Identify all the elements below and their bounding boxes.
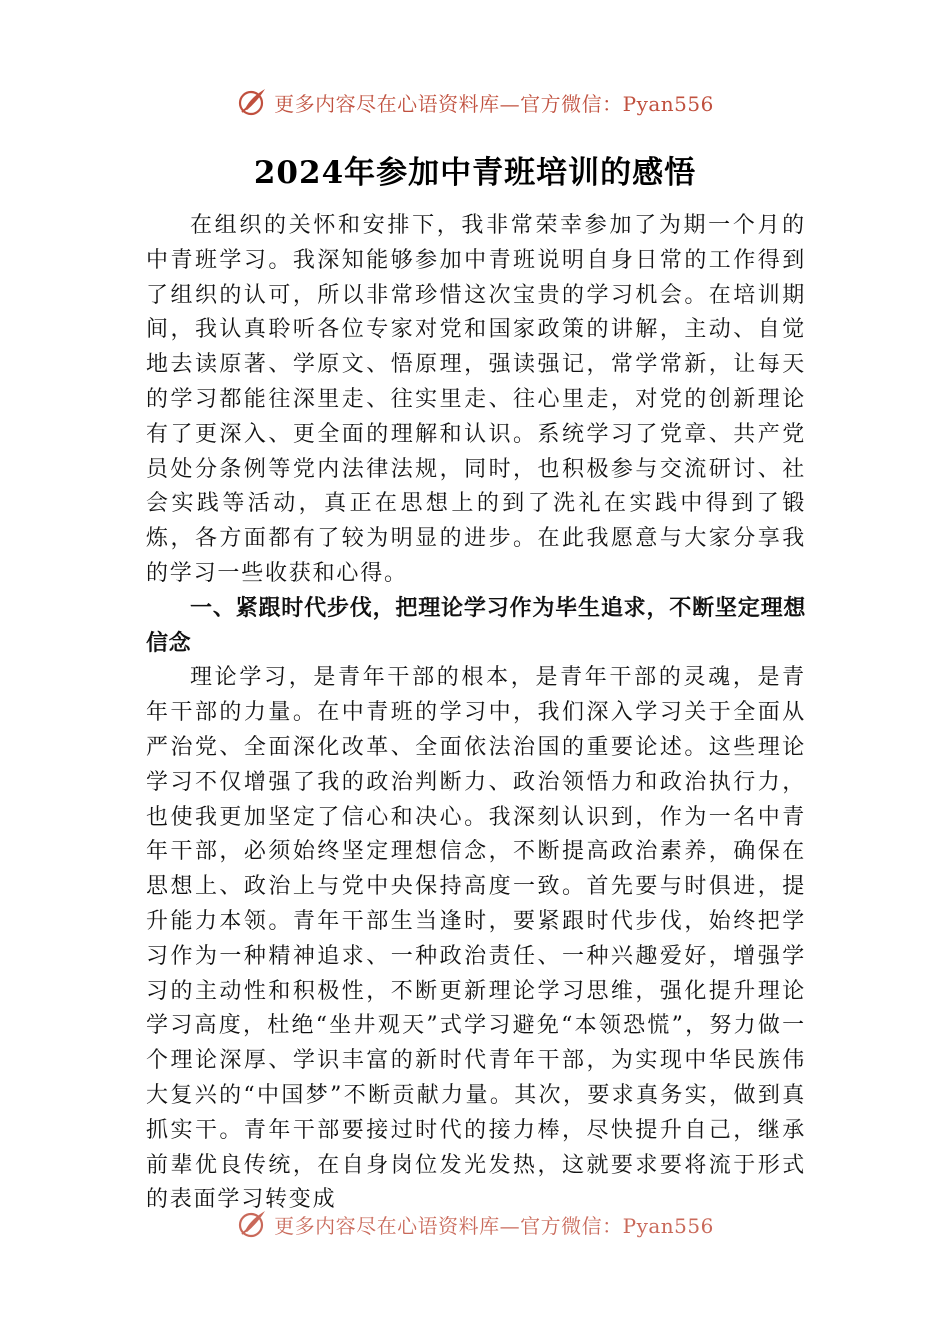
- document-title: 2024年参加中青班培训的感悟: [253, 155, 697, 191]
- section-1-paragraph: 理论学习，是青年干部的根本，是青年干部的灵魂，是青年干部的力量。在中青班的学习中，我们深入学习关于全面从严治党、全面深化改革、全面依法治国的重要论述。这些理论学习不仅增强了我的政治判断力、政治领悟力和政治执行力，也使我更加坚定了信心和决心。我深刻认识到，作为一名中青年干部，必须始终坚定理想信念，不断提高政治素养，确保在思想上、政治上与党中央保持高度一致。首先要与时俱进，提升能力本领。青年干部生当逢时，要紧跟时代步伐，始终把学习作为一种精神追求、一种政治责任、一种兴趣爱好，增强学习的主动性和积极性，不断更新理论学习思维，强化提升理论学习高度，杜绝“坐井观天”式学习避免“本领恐慌”，努力做一个理论深厚、学识丰富的新时代青年干部，为实现中华民族伟大复兴的“中国梦”不断贡献力量。其次，要求真务实，做到真抓实干。青年干部要接过时代的接力棒，尽快提升自己，继承前辈优良传统，在自身岗位发光发热，这就要求要将流于形式的表面学习转变成: [146, 665, 806, 1213]
- watermark-text: 更多内容尽在心语资料库—官方微信：Pyan556: [274, 91, 714, 116]
- watermark-banner-bottom: [0, 1207, 950, 1241]
- quill-logo-icon: [236, 86, 268, 118]
- section-heading-1: 一、紧跟时代步伐，把理论学习作为毕生追求，不断坚定理想信念: [146, 595, 806, 656]
- watermark-banner-top: [0, 85, 950, 119]
- quill-logo-icon: [236, 1208, 268, 1240]
- watermark-text: 更多内容尽在心语资料库—官方微信：Pyan556: [274, 1213, 714, 1238]
- intro-paragraph: 在组织的关怀和安排下，我非常荣幸参加了为期一个月的中青班学习。我深知能够参加中青班说明自身日常的工作得到了组织的认可，所以非常珍惜这次宝贵的学习机会。在培训期间，我认真聆听各位专家对党和国家政策的讲解，主动、自觉地去读原著、学原文、悟原理，强读强记，常学常新，让每天的学习都能往深里走、往实里走、往心里走，对党的创新理论有了更深入、更全面的理解和认识。系统学习了党章、共产党员处分条例等党内法律法规，同时，也积极参与交流研讨、社会实践等活动，真正在思想上的到了洗礼在实践中得到了锻炼，各方面都有了较为明显的进步。在此我愿意与大家分享我的学习一些收获和心得。: [146, 213, 806, 586]
- document-body: [146, 209, 806, 1219]
